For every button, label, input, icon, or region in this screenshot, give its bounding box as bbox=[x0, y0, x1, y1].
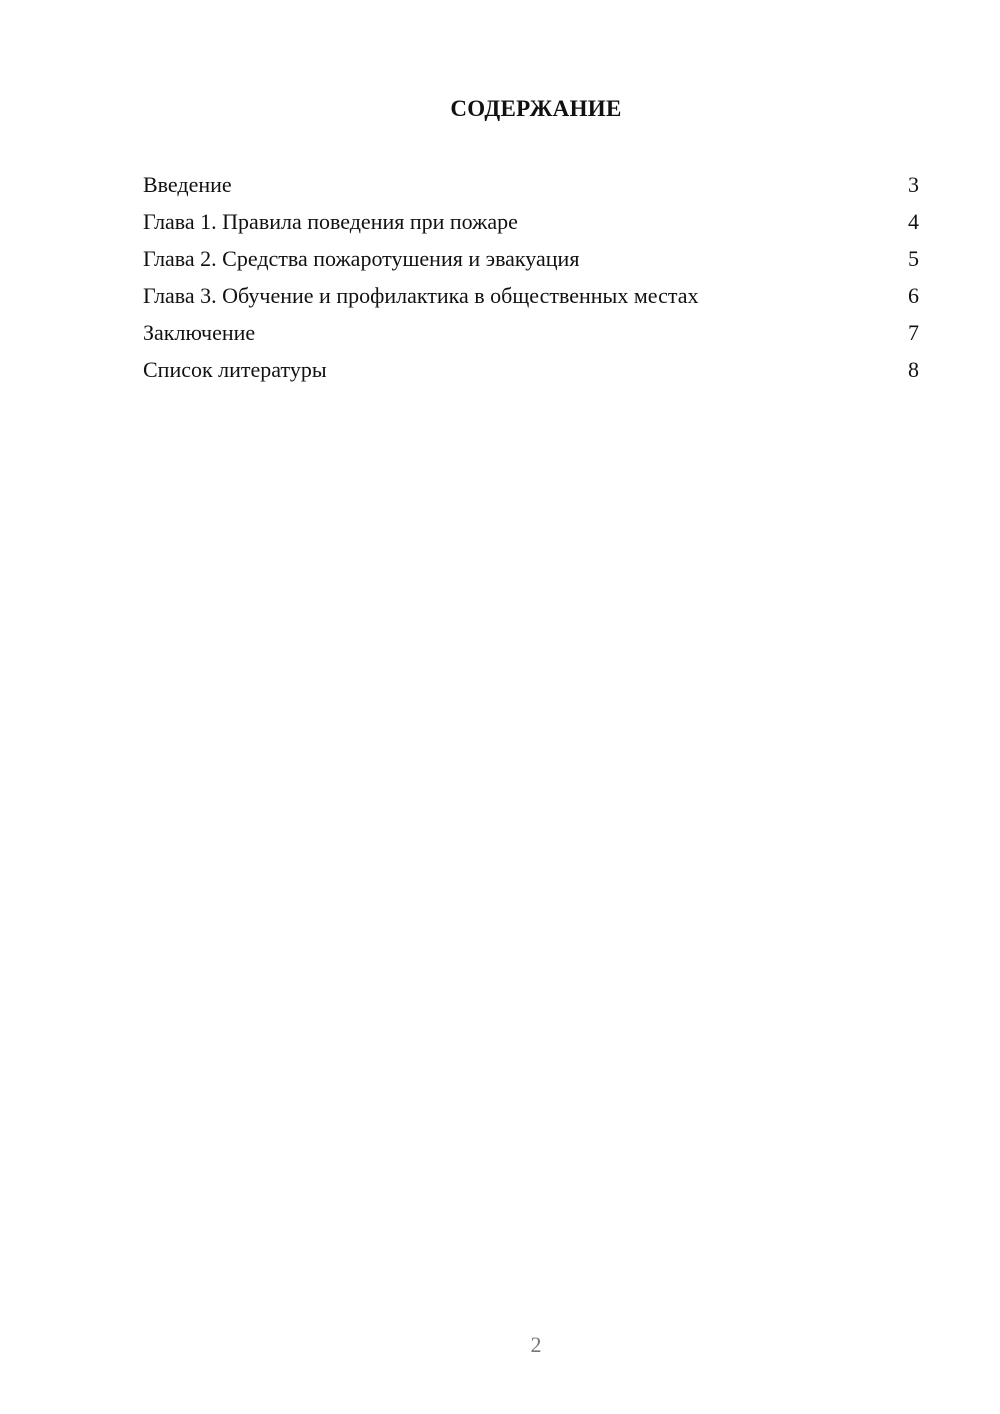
toc-entry-introduction bbox=[143, 170, 919, 207]
page-number: 2 bbox=[530, 1332, 542, 1357]
table-of-contents bbox=[143, 170, 919, 392]
toc-entry-page-number: 5 bbox=[908, 246, 919, 271]
toc-entry-label: Заключение bbox=[143, 320, 256, 345]
toc-entry-bibliography bbox=[143, 355, 919, 392]
toc-entry-page-number: 4 bbox=[908, 209, 919, 234]
toc-entry-conclusion bbox=[143, 318, 919, 355]
toc-entry-chapter-2 bbox=[143, 244, 919, 281]
toc-entry-label: Глава 3. Обучение и профилактика в общественных местах bbox=[143, 283, 699, 308]
toc-entry-label: Глава 2. Средства пожаротушения и эвакуация bbox=[143, 246, 580, 271]
toc-title: СОДЕРЖАНИЕ bbox=[450, 96, 622, 121]
toc-entry-page-number: 8 bbox=[908, 357, 919, 382]
toc-entry-chapter-3 bbox=[143, 281, 919, 318]
toc-entry-label: Список литературы bbox=[143, 357, 327, 382]
toc-entry-page-number: 3 bbox=[908, 172, 919, 197]
toc-entry-chapter-1 bbox=[143, 207, 919, 244]
toc-entry-page-number: 7 bbox=[908, 320, 919, 345]
toc-entry-label: Глава 1. Правила поведения при пожаре bbox=[143, 209, 518, 234]
toc-entry-label: Введение bbox=[143, 172, 232, 197]
toc-entry-page-number: 6 bbox=[908, 283, 919, 308]
